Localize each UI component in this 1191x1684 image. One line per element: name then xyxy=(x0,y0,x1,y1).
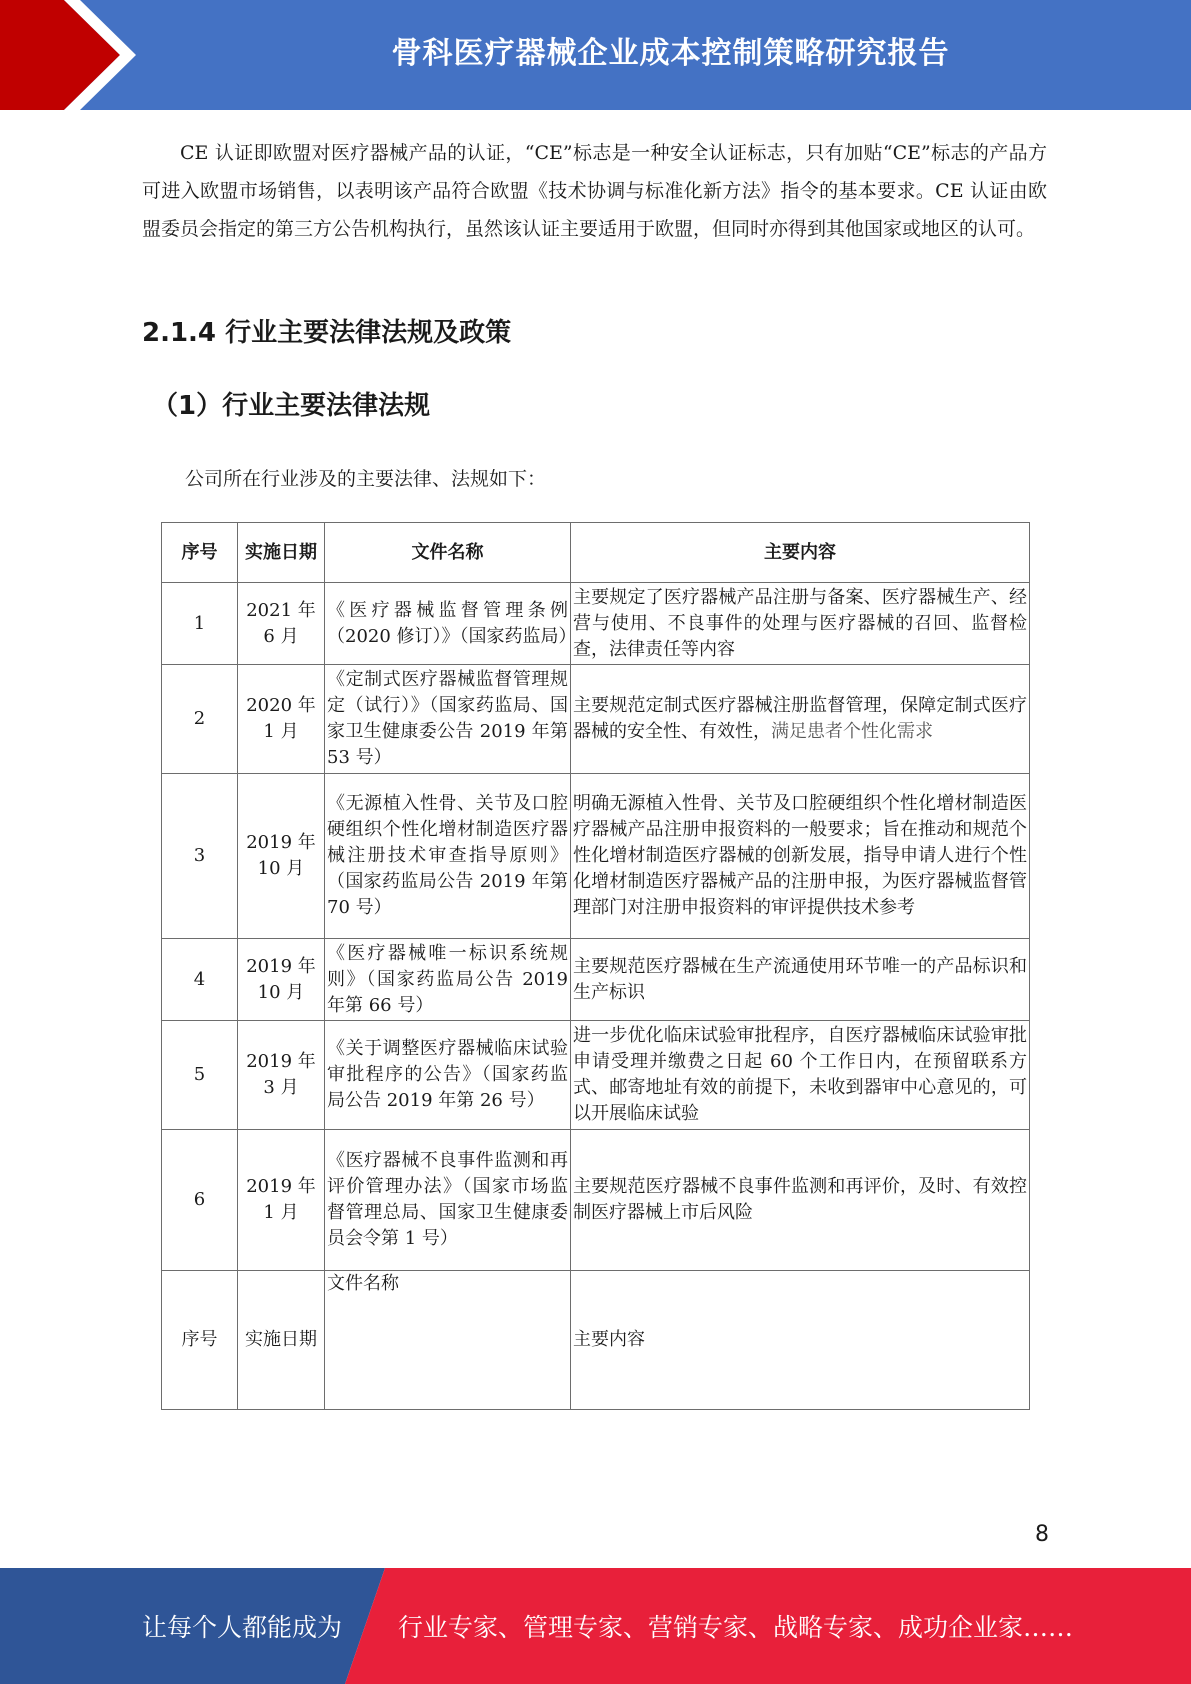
lead-text: 公司所在行业涉及的主要法律、法规如下： xyxy=(185,468,547,490)
cell-date: 2020 年 1 月 xyxy=(238,665,325,774)
cell-content: 明确无源植入性骨、关节及口腔硬组织个性化增材制造医疗器械产品注册申报资料的一般要求；旨在推动和规范个性化增材制造医疗器械的创新发展，指导申请人进行个性化增材制造医疗器械产品的注册申报，为医疗器械监督管理部门对注册申报资料的审评提供技术参考 xyxy=(571,774,1030,939)
table-row xyxy=(162,665,1030,774)
cell-content: 主要规范医疗器械在生产流通使用环节唯一的产品标识和生产标识 xyxy=(571,939,1030,1021)
cell-content: 主要规定了医疗器械产品注册与备案、医疗器械生产、经营与使用、不良事件的处理与医疗器械的召回、监督检查，法律责任等内容 xyxy=(571,583,1030,665)
table-row xyxy=(162,774,1030,939)
section-heading: 2.1.4 行业主要法律法规及政策 xyxy=(142,318,512,348)
intro-paragraph: CE 认证即欧盟对医疗器械产品的认证，“CE”标志是一种安全认证标志，只有加贴“CE”标志的产品方可进入欧盟市场销售，以表明该产品符合欧盟《技术协调与标准化新方法》指令的基本要求。CE 认证由欧盟委员会指定的第三方公告机构执行，虽然该认证主要适用于欧盟，但同时亦得到其他国家或地区的认可。 xyxy=(142,142,1047,240)
cell-date: 2019 年 1 月 xyxy=(238,1130,325,1271)
table-row xyxy=(162,583,1030,665)
cell-idx: 3 xyxy=(162,774,238,939)
cell-idx: 序号 xyxy=(162,1271,238,1410)
cell-idx: 4 xyxy=(162,939,238,1021)
cell-idx: 1 xyxy=(162,583,238,665)
table-row xyxy=(162,1271,1030,1410)
footer-slogan-right: 行业专家、管理专家、营销专家、战略专家、成功企业家…… xyxy=(398,1613,1074,1642)
cell-doc: 《医疗器械唯一标识系统规则》（国家药监局公告 2019 年第 66 号） xyxy=(325,939,571,1021)
header-doc: 文件名称 xyxy=(325,523,571,583)
cell-doc: 《无源植入性骨、关节及口腔硬组织个性化增材制造医疗器械注册技术审查指导原则》（国家药监局公告 2019 年第 70 号） xyxy=(325,774,571,939)
header-content: 主要内容 xyxy=(571,523,1030,583)
cell-content: 主要规范医疗器械不良事件监测和再评价，及时、有效控制医疗器械上市后风险 xyxy=(571,1130,1030,1271)
cell-doc: 文件名称 xyxy=(325,1271,571,1410)
footer-banner xyxy=(0,1568,1191,1684)
footer-slogan-left: 让每个人都能成为 xyxy=(142,1613,343,1642)
table-row xyxy=(162,1021,1030,1130)
cell-date: 2021 年 6 月 xyxy=(238,583,325,665)
cell-doc: 《关于调整医疗器械临床试验审批程序的公告》（国家药监局公告 2019 年第 26 号） xyxy=(325,1021,571,1130)
cell-doc: 《定制式医疗器械监督管理规定（试行）》（国家药监局、国家卫生健康委公告 2019 年第 53 号） xyxy=(325,665,571,774)
cell-content: 主要内容 xyxy=(571,1271,1030,1410)
report-title: 骨科医疗器械企业成本控制策略研究报告 xyxy=(391,36,950,71)
cell-date: 实施日期 xyxy=(238,1271,325,1410)
table-header-row xyxy=(162,523,1030,583)
laws-table xyxy=(161,522,1030,1410)
cell-content-muted: 满足患者个性化需求 xyxy=(771,721,933,742)
cell-doc: 《医疗器械监督管理条例（2020 修订）》（国家药监局） xyxy=(325,583,571,665)
header-bar xyxy=(0,0,1191,110)
subsection-heading: （1）行业主要法律法规 xyxy=(152,391,431,421)
cell-content: 进一步优化临床试验审批程序，自医疗器械临床试验审批申请受理并缴费之日起 60 个工作日内，在预留联系方式、邮寄地址有效的前提下，未收到器审中心意见的，可以开展临床试验 xyxy=(571,1021,1030,1130)
cell-content-main: 主要规范定制式医疗器械注册监督管理，保障定制式医疗器械的安全性、有效性， xyxy=(573,695,1027,742)
cell-idx: 5 xyxy=(162,1021,238,1130)
cell-content xyxy=(571,665,1030,774)
header-date: 实施日期 xyxy=(238,523,325,583)
header-arrow-graphic xyxy=(0,0,140,110)
cell-idx: 2 xyxy=(162,665,238,774)
table-row xyxy=(162,1130,1030,1271)
cell-date: 2019 年 10 月 xyxy=(238,939,325,1021)
cell-date: 2019 年 3 月 xyxy=(238,1021,325,1130)
table-row xyxy=(162,939,1030,1021)
cell-doc: 《医疗器械不良事件监测和再评价管理办法》（国家市场监督管理总局、国家卫生健康委员会令第 1 号） xyxy=(325,1130,571,1271)
header-idx: 序号 xyxy=(162,523,238,583)
cell-idx: 6 xyxy=(162,1130,238,1271)
page-number: 8 xyxy=(1035,1522,1049,1547)
cell-date: 2019 年 10 月 xyxy=(238,774,325,939)
